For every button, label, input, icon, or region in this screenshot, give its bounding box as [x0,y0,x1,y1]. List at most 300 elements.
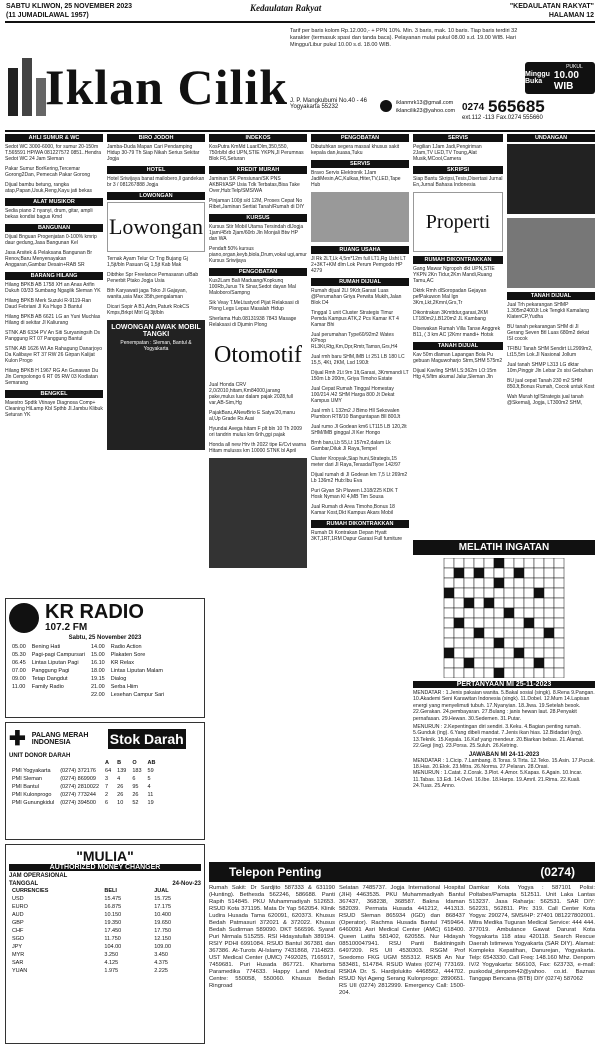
table-cell: 26 [117,792,124,798]
page-title: Iklan Cilik [45,59,289,115]
radio-schedule [9,643,167,699]
crossword-cell [494,628,504,638]
crossword-cell [554,578,564,588]
table-cell: 15.475 [104,896,122,902]
table-header-cell: JUAL [154,888,169,894]
table-cell: 4.125 [104,960,119,966]
crossword-cell [514,638,524,648]
section-header: TANAH DIJUAL [507,292,595,300]
crossword-cell [454,638,464,648]
crossword-cell [534,668,544,678]
table-cell: 14.00 [90,644,105,650]
table-cell: SGD [12,936,24,942]
crossword-cell [484,598,494,608]
crossword-cell [534,648,544,658]
table-row [9,643,167,651]
ad-item: Dijual rumah di Jl Godean km 7,5 Lt 269m2 Lb 136m2 Hub:Ibu Eva [311,472,408,484]
table-row [9,943,201,951]
crossword-cell [514,658,524,668]
crossword-cell [504,608,514,618]
crossword-cell [514,578,524,588]
mulia-title: "MULIA" [76,848,134,864]
table-cell: 4 [147,784,151,790]
ad-item: Cluster Kropyak,Siap huni,Strategis,15 meter dari Jl Raya,TerasdaiTiyoe 142/97 [311,456,401,468]
ad-item: Kav 50m dlaman Lapangan Bola Pu gebuan Maguwoharjo Strm,SHM 575m2 [413,352,503,364]
crossword-cell [484,568,494,578]
table-cell: 5 [147,776,151,782]
ad-item: Sherlama Hub.08131938 7843 Masage Relaksasi di Djumin Plong [209,316,297,328]
crossword-cell [444,608,454,618]
crossword-cell [444,568,454,578]
ad-item: Jual rumo Jl Godean km6 LT115 LB 120,2lt SHM/IMB ginggal Jl Ker Hongo [311,424,407,436]
table-cell: PMI Bantul [12,784,39,790]
crossword-cell [544,658,554,668]
ad-item: Dicari Sopir A B1,Adm,Paturk RokCS Kmps,Brkpt Mtrl Gj 3jt/bln [107,304,190,316]
ad-item: Siap Bantu Skripsi,Tesis,Disertasi Jurnal En,Jurnal Bahasa Indonesia [413,176,503,188]
table-header-cell [57,759,102,767]
ad-item: Jual tanah SHMP L313 LG dktar 10m,Pinggir Jln Lebar 2x sisi Gebuhan [507,362,593,374]
ad-item: Dijual Bnguan Progenjatan 0-100% kmrip daur gedung,Jasa Bangunan Kel [5,234,97,246]
mulia-jam: JAM OPERASIONAL [9,873,68,879]
column-6 [507,134,595,534]
crossword-cell [544,588,554,598]
table-cell: 2 [105,792,109,798]
crossword-cell [454,588,464,598]
crossword-cell [464,608,474,618]
crossword-cell [504,618,514,628]
mulia-tanggal: TANGGAL [9,881,39,887]
table-cell: 19.350 [104,920,122,926]
ad-item: Brnh baru,Lb 55,Lt 157m2,dalam Lk Gambar,Diluk Jl Raya,Tempel [311,440,391,452]
ad-item: Jasa Arsitek & Pelaksana Bangunan Br Renov,Baru Menyenayakan Anggaran,Gambar Desain+RAB SR [5,250,92,268]
crossword-cell [544,648,554,658]
ad-item: Jual Trh pekarangan SHMP 1.305m2400Jt Lok Tengkli Kamalang KlatenCP,Yudha [507,302,589,320]
table-cell: 3 [105,776,109,782]
table-cell: Lintas Liputan Malam [110,668,164,674]
table-cell: 18.00 [90,668,105,674]
ad-item: Jaminan SK Pensiunan/SK PNS AKBRI/ASP Usia Tdk Terbatas,Bisa Take Over,Hub:Telp/SMS/WA [209,176,300,194]
table-cell: Dialog [110,676,127,682]
crossword-cell [474,608,484,618]
ad-item: Kursus Stir Mobil Utama Tersindah dlJogja 1jam/45rb 2jam/60rb Jln Monjali Btw HP dan WA [209,224,304,242]
crossword-cell [544,628,554,638]
crossword-cell [524,558,534,568]
ad-item: Sedia piano 2 nyanyi, drum, gitar, ampli bekas kondisi bagus Kmd [5,208,93,220]
ad-item: Hotel Sriwijaya banat mailobero,ll gandekan br 3 / 081267888 Jogja [107,176,205,188]
table-row [9,775,159,783]
table-cell: 21.00 [90,684,105,690]
table-cell: 183 [132,768,142,774]
table-cell: 7 [105,784,109,790]
crossword-cell [484,648,494,658]
crossword-cell [484,658,494,668]
table-cell: 11.00 [12,684,26,690]
section-header: BARANG HILANG [5,272,103,280]
lowongan-box-title: LOWONGAN AWAK MOBIL TANGKI [111,324,201,338]
crossword-cell [484,558,494,568]
undangan-image [507,144,595,214]
ad-item: Dikontrakan 3Kmttdur,garasi,2KM LT180m2,LB120m2 JL Kambang [413,310,488,322]
ad-item: Jamba-Duda Mapan Cari Pendamping Hidup 30-79 Th Siap Nikah Serius Sekitar Jogja [107,144,200,162]
crossword-cell [504,558,514,568]
table-cell: 3.250 [104,952,119,958]
section-header: RUMAH DIKONTRAKKAN [413,256,503,264]
ad-item: Bravo Servis Elektronik 1Jam JadiMesin,AC,Kulkas,Hiter,TV,LED,Tape Hub [311,170,401,188]
table-cell: 16.875 [104,904,122,910]
crossword-cell [524,568,534,578]
crossword-cell [514,628,524,638]
table-row [9,651,167,659]
crossword-cell [464,558,474,568]
telepon-section [209,862,595,1048]
crossword-cell [554,618,564,628]
crossword-cell [464,638,474,648]
crossword-cell [484,638,494,648]
properti-banner [413,192,503,252]
crossword-cell [454,648,464,658]
table-cell: Bening Hati [31,644,61,650]
crossword-cell [474,638,484,648]
crossword-cell [504,568,514,578]
table-cell: 26 [132,792,139,798]
column-5 [413,134,503,534]
crossword-cell [534,598,544,608]
email-address-2[interactable]: iklancilik23@yahoo.com [396,108,456,114]
crossword-cell [474,648,484,658]
ad-item: TFIBU Tanah SHM Sendirt LL2999m2, Lt15,5m Lok.Jl Nasional Jollum [507,346,593,358]
pmi-box [5,722,205,840]
crossword-cell [554,608,564,618]
table-row [9,959,201,967]
table-row [9,783,159,791]
crossword-cell [494,588,504,598]
crossword-cell [474,598,484,608]
ad-item: Dktrk Rmh dlSoropadan Gejayan pefPakuwon Mal Ign 3Km,Lkt,2Kmnl,Grs,Tr [413,288,487,306]
crossword-cell [554,638,564,648]
section-header: SERVIS [413,134,503,142]
table-cell: 22.00 [90,692,105,698]
crossword-cell [494,608,504,618]
table-cell: 104.00 [104,944,122,950]
table-row [9,667,167,675]
crossword-cell [504,638,514,648]
telepon-code: (0274) [540,865,575,879]
ad-item: Dibthke Spr Freelance Pemasaran u/Bab Penerbit Ptako Jogja Usia [107,272,199,284]
header-page: HALAMAN 12 [548,12,594,19]
table-cell: Serba Hiim [110,684,138,690]
table-cell: 11 [147,792,154,798]
kr-radio-box [5,598,205,718]
crossword-cell [504,598,514,608]
section-header: KURSUS [209,214,307,222]
table-cell: Lesehan Campur Sari [110,692,165,698]
table-cell: Plakaten Sore [110,652,146,658]
table-row [9,895,201,903]
crossword-cell [544,618,554,628]
phone-ext: ext.112 -113 Fax.0274 555660 [462,115,543,121]
ad-item: Dijual Kavling SHM LS:362m LO:15m Htg 4,5/ltm akumal Jalur,Sleman Jln [413,368,497,380]
tts-jawaban-title: JAWABAN MI 24-11-2023 [468,751,540,758]
email-address[interactable]: iklanmrk13@gmail.com [396,100,454,106]
table-cell: 2.225 [154,968,168,974]
radio-date: Sabtu, 25 November 2023 [68,635,142,641]
table-cell: (0274) 394500 [60,800,96,806]
tts-answer-title: PERTANYAAN MI 25-11-2023 [413,681,595,688]
crossword-cell [534,558,544,568]
tarif-text: Tarif per baris kolom Rp.12.000,- + PPN 10%. Min. 3 baris, mak. 10 baris. Tiap baris terdiri 32 karakter (termasuk spasi dan tanda baca). Pelayanan mulai pukul 08.00 s.d. 19.00 WIB. Hari Minggu/Libur pukul 10.00 s.d. 18.00 WIB. [290,28,518,48]
crossword-cell [464,578,474,588]
crossword-cell [454,568,464,578]
table-cell: 10 [117,800,124,806]
mulia-box [5,844,205,1044]
crossword-cell [504,668,514,678]
table-header-cell: AB [147,760,156,766]
ad-item: Jual Honda CRV 2,0/2010,hitam,Km84000,jarang pake,mulus luar dalam pajak 2028,full var,AB-Sim,Hg [209,382,293,406]
table-cell: (0274) 869909 [60,776,96,782]
crossword-cell [534,628,544,638]
header-hijri: (11 JUMADILAWAL 1957) [6,12,89,19]
ad-item: Hilang BPKB AB 1758 XH an Anas Arifin Dukuh 03/33 Sumbang Ngaglik Sleman YK [5,282,101,294]
lowongan-box [107,320,205,450]
crossword-cell [474,558,484,568]
ad-item: Rumah dijual 2LI 9Kdr,Garasi Luas @Perumahan Griya Perwita Mukih,Jalan Blok D4 [311,288,402,306]
ad-item: Jual rmh L 132m2 J Bimo Hll Sekovalen Plumbon RT8/10 Banguntapan Bll 800Jt [311,408,401,420]
table-header [9,887,201,895]
tts-title: MELATIH INGATAN [413,540,595,555]
crossword-cell [464,658,474,668]
crossword-cell [514,568,524,578]
ad-item: Tinggal 1 unit Cluster Strategis Timur Pemda Kampus ATK,2 Pcs Kamar KT 4 Kamar Bhi [311,310,399,328]
crossword-cell [554,598,564,608]
ad-item: Jl Rk 2LT,Lk 4,5m*12m full LT1,Rg Usht LT 2+3KT+KM dlm Lok Perum Pemgodo HP 4279 [311,256,406,274]
crossword-cell [464,588,474,598]
ad-item: Bth Karyawati jaga Toko Jl Gajayan, wanita,usia Max 35th,pengalaman [107,288,187,300]
table-cell: EURO [12,904,28,910]
crossword-cell [524,648,534,658]
car-ad-image [209,458,307,568]
crossword-cell [494,668,504,678]
telepon-title: Telepon Penting [229,865,322,879]
table-row [9,951,201,959]
table-cell: (0274) 372176 [60,768,96,774]
telepon-col-2: Selatan 7485737. Jogja International Hospital (JIH) 4463535. PKU Muhammadiyah Bantul 367437, 368238, 368587. Bakna Idaman 582039. Permata Husada 441212, 441313. RSUD Sleman 865934 (IGD) dan 868437 (Operator). Rachma Husada Bantul 7459464. 6460091 Asri Medical Center (AMC) 618400. Queen Latifa 581402, 620555. Nur Hidayah 085100047941. RSU Panti Baktiningsih 6497209. RS UII 4530303. RSGM Prof Soedomo FKG UGM 555312. RSKB An Nur 583481, 514784. RSUD Wates (0274) 773169. RSKIA Dr. S. Hardjolukito 4468562, 444702. RSUD Nyi Ageng Serang Kulonprogo: 2890651. RS UII (0274) 2812999. Emergency Call: 1500-204. [339,885,465,996]
crossword-cell [494,648,504,658]
ad-item: PajakBaru,ANewBrio E Satya'20,manu al,Up Grade Rs Ausi [209,410,295,422]
table-row [9,903,201,911]
ad-item: Puri Giyan Sh Pluwen L318/225 KDK T Hosk Nyman Kl 4,MB Tim Sousa [311,488,398,500]
ad-item: Disewakan Rumah Villa Tanse Anggrek B11, ( 3 km AC )2Kmr mandi+ Hotsk [413,326,501,338]
ad-item: BU tanah pekarangan SHM di Jl Gerang Seven Btl Luas 680m2 dekat ISI cocok [507,324,589,342]
crossword-cell [474,628,484,638]
table-cell: 64 [105,768,112,774]
crossword-cell [524,628,534,638]
table-cell: 17.450 [104,928,122,934]
table-header-cell: O [132,760,137,766]
crossword-cell [504,658,514,668]
ad-item: Gang Mawar Ngropoh dkt UPN,STIE YKPN 2Kn Tidur,2Km Mandi,Ruang Tamu,AC [413,266,495,284]
ad-item: Dijual bambu betung, rangka atap,Papan,Usuk,Reng,Kayu jati bekas [5,182,92,194]
table-row [9,791,159,799]
table-header-cell: BELI [104,888,117,894]
section-header: LOWONGAN [107,192,205,200]
table-cell: CHF [12,928,24,934]
ad-item: Pinjaman 100jt s/d 12M, Proses Cepat No Ribet,Jaminan Sertiat Tanah/Rumah di DIY [209,198,305,210]
header-paper: "KEDAULATAN RAKYAT" [509,3,594,10]
table-cell: Pagi-pagi Campursari [31,652,85,658]
crossword-cell [534,588,544,598]
crossword-cell [504,628,514,638]
header-date: SABTU KLIWON, 25 NOVEMBER 2023 [6,3,133,10]
table-header-cell: CURRENCIES [12,888,49,894]
crossword-cell [524,658,534,668]
table-row [9,927,201,935]
table-cell: GBP [12,920,24,926]
crossword-cell [454,558,464,568]
crossword-cell [494,658,504,668]
table-cell: Lintas Liputan Pagi [31,660,79,666]
crossword-cell [454,618,464,628]
table-cell: (0274) 2810022 [60,784,100,790]
table-cell: 12.150 [154,936,172,942]
ad-item: Kus2Lam Bali Maduang/Kopkunq 100Rb,Jurus Tk Sinar,Sedot dayan Mal Maloboro/Sampng [209,278,296,296]
crossword-cell [514,588,524,598]
properti-title: Properti [425,210,491,233]
ad-item: BU jual cepat Tanah 230 m2 SHM 850Jt,Bonus Rumah, Cocok untuk Kost [507,378,595,390]
crossword-cell [464,648,474,658]
pmi-unit: UNIT DONOR DARAH [9,753,71,759]
table-cell: 05.30 [12,652,26,658]
table-cell: YUAN [12,968,28,974]
crossword-cell [494,598,504,608]
section-header: PENGOBATAN [311,134,409,142]
ad-item: STNK AB 6334 PV An Siti Suryaningsih Ds Panggung RT 07 Panggung Bantul [5,330,101,342]
table-cell: 19 [147,800,154,806]
crossword-cell [474,668,484,678]
red-cross-icon: ✚ [9,728,26,750]
table-cell: 16.10 [90,660,105,666]
crossword-cell [484,618,494,628]
mulia-sub: AUTHORIZED MONEY CHANGER [9,864,201,871]
crossword-cell [534,578,544,588]
crossword-cell [444,658,454,668]
column-1 [5,134,103,614]
ad-item: Hilang BPKB AB 6621 LG an Yuni Muchlas Hilang di sekitar Jl Kaliurang [5,314,101,326]
crossword-cell [504,588,514,598]
radio-freq: 107.2 FM [45,622,88,633]
crossword-cell [494,618,504,628]
crossword-cell [454,608,464,618]
crossword-box [413,540,595,840]
table-row [9,683,167,691]
section-header: KREDIT MURAH [209,166,307,174]
crossword-cell [534,568,544,578]
table-cell: 6 [132,776,136,782]
crossword-cell [514,668,524,678]
building-photo [311,192,409,242]
table-row [9,659,167,667]
section-header: TANAH DIJUAL [413,342,503,350]
table-row [9,911,201,919]
ad-item: Maestro Spdtk Vtinaye Diagnosa Comp+ Cleaning HiLamp Kbl Spthb Jl.Jambu Klibuk Seturan YK [5,400,103,418]
crossword-cell [444,598,454,608]
table-cell: Radio Action [110,644,142,650]
table-cell: 06.45 [12,660,26,666]
perumahan-image [507,218,595,288]
table-cell [9,691,29,699]
table-cell: JPY [12,944,23,950]
table-cell: 1.975 [104,968,119,974]
crossword-cell [514,648,524,658]
table-cell: 15.00 [90,652,105,658]
crossword-cell [534,638,544,648]
tts-jawaban-menurun: MENURUN : 1.Catat. 2.Corak. 3.Plot. 4.Amor. 5.Kapas. 6.Again. 10.Incar. 11.Tabas. 13.Edi. 14.Ovel. 16.Ibe. 18.Harps. 19.Amril. 21.Rima. 22.Kuali. 24.Tuas. 25.Anno. [413,770,583,790]
table-cell: 139 [117,768,127,774]
crossword-cell [444,578,454,588]
ad-item: KosPutra KmMd Luar/Dlm,350,550, 750rb/bl dkt UPN,STIE YKPN,Jl Perumnas Blok F6,Seturan [209,144,304,162]
section-header: BIRO JODOH [107,134,205,142]
table-header [9,759,159,767]
minggu-time: 10.00 WIB [553,70,579,92]
table-cell: PMI Kulonprogo [12,792,52,798]
ad-item: Jual rmh baru SHM,IMB Lt 251 LB 180 LC 15,5, 4Kt, 2KM, Lsd 190Jt [311,354,405,366]
table-cell: Family Radio [31,684,64,690]
ad-item: Dijual Rmh 2Lt 9rn 1lt,Garasi, 3Kmmandi LT 150m Lb 200m, Griya Timoho Estate [311,370,409,382]
otomotif-title: Otomotif [214,341,302,368]
crossword-cell [484,668,494,678]
table-cell: SAR [12,960,24,966]
table-cell: Tetap Dangdut [31,676,68,682]
table-cell: PMI Sleman [12,776,42,782]
ad-item: Honda all new Hrv th 2022 tipe E/Cvt warna Hitam mulusss km 10000 STNK bl April [209,442,306,454]
table-cell: 19.650 [154,920,172,926]
email-icon [380,100,392,112]
ad-item: Ternak Ayam Telur Cr Tng Bujang Gj 1,5jt/bln Pasuan Gj 1,5jt Kab Mak [107,256,188,268]
ad-item: Hyundai Avega hitam F plt bln 10 Th 2009 ori tandrin mulus km 6rih,ggi pajak [209,426,302,438]
crossword-cell [454,628,464,638]
crossword-cell [494,568,504,578]
crossword-cell [444,618,454,628]
table-header-cell: A [105,760,110,766]
office-address: J. P. Mangkubumi No.40 - 46 Yogyakarta 55232 [290,98,367,110]
crossword-cell [554,648,564,658]
table-cell: 17.750 [154,928,172,934]
table-cell: MYR [12,952,25,958]
crossword-cell [484,588,494,598]
crossword-cell [514,618,524,628]
crossword-cell [484,578,494,588]
crossword-cell [524,598,534,608]
stok-darah: Stok Darah [109,730,184,747]
crossword-cell [474,588,484,598]
table-cell: USD [12,896,24,902]
ad-item: Jual perumahan Type60/92m2 Wates KPnop RL3Kt,Rtg,Km,Dpr,Rmtr,Tamsn,Grs,H4 [311,332,398,350]
pmi-table [9,759,159,807]
ad-item: Pakar Sumur BorKering,Tercemar Gorong2Dan, Pemecah Pakar Gorong [5,166,91,178]
crossword-cell [544,608,554,618]
column-2 [107,134,205,614]
radio-name: KR RADIO [45,601,144,623]
crossword-cell [524,588,534,598]
crossword-cell [464,568,474,578]
section-header: AHLI SUMUR & WC [5,134,103,142]
crossword-cell [514,558,524,568]
crossword-cell [544,578,554,588]
crossword-cell [494,638,504,648]
ad-item: Pegilian 1Jam Jadi,Pengiriman 2Jam,TV LED,TV Toung,Alat Musik,MCool,Camera [413,144,482,162]
crossword-cell [444,588,454,598]
phone-number: 565685 [488,97,545,116]
table-cell: PMI Gunungkidul [12,800,55,806]
